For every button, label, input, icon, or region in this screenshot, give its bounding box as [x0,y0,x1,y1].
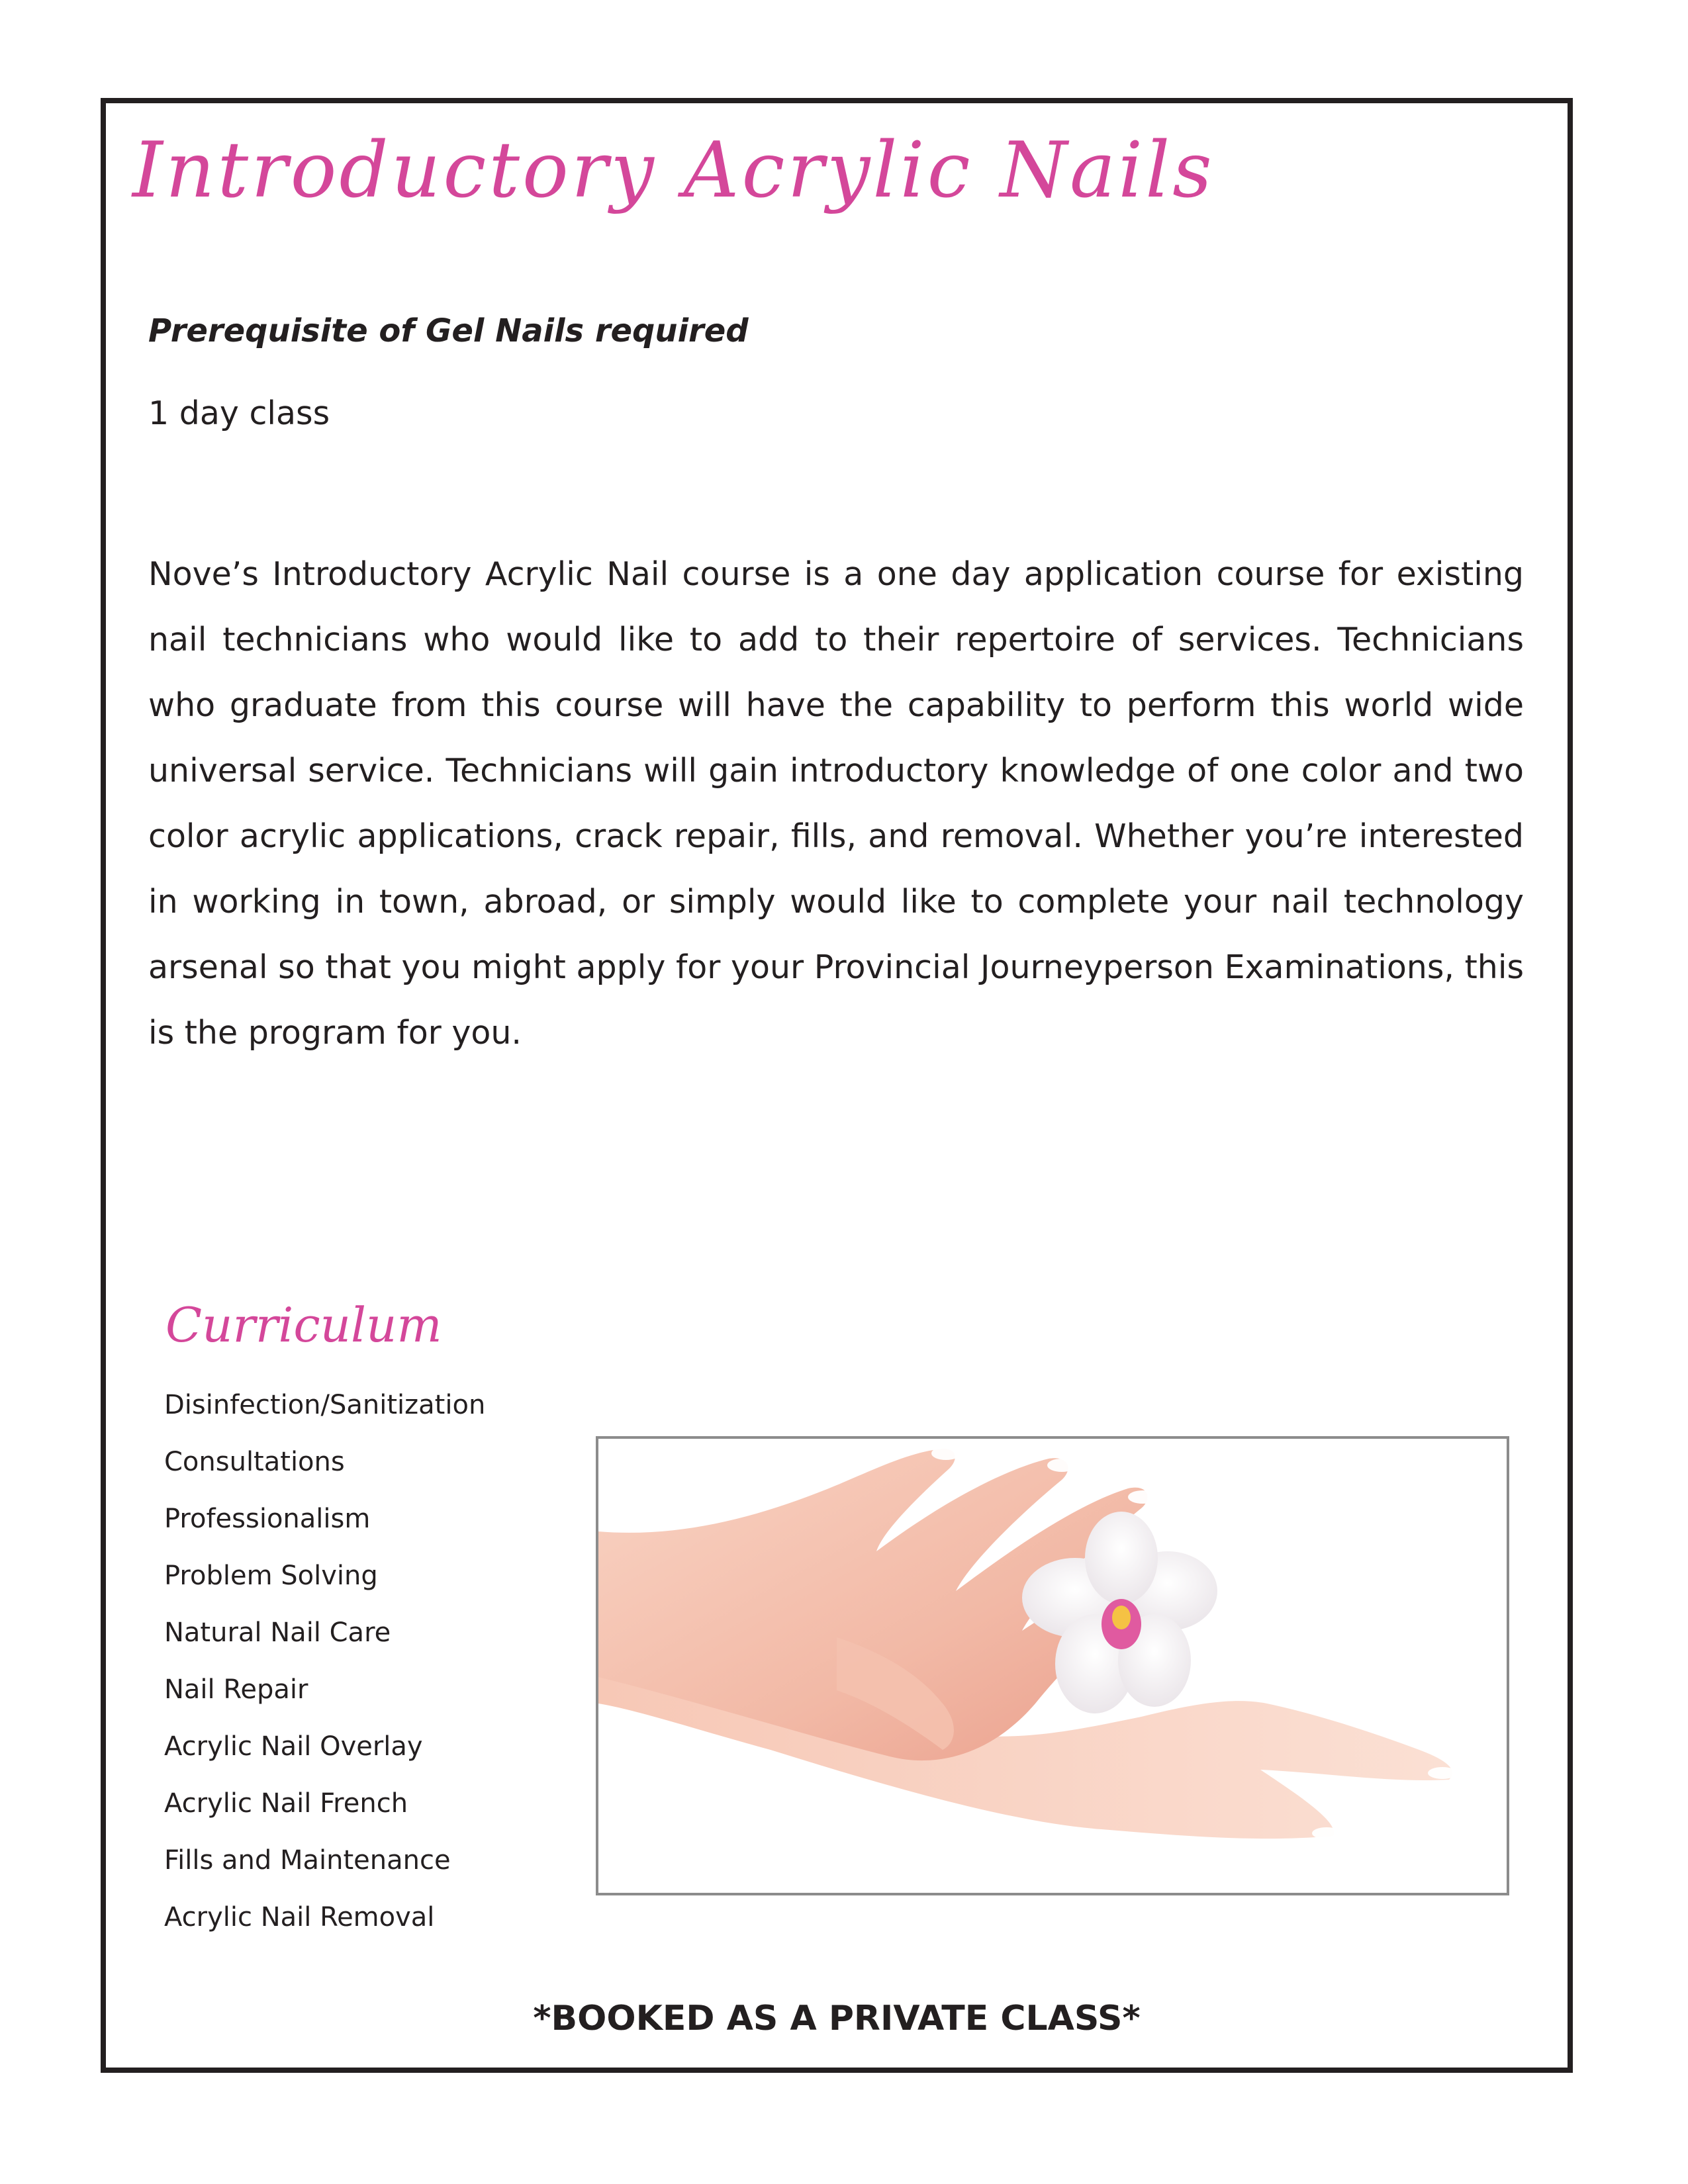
curriculum-item-natural-nail-care: Natural Nail Care [164,1617,391,1648]
curriculum-item-acrylic-removal: Acrylic Nail Removal [164,1902,435,1933]
curriculum-item-acrylic-overlay: Acrylic Nail Overlay [164,1731,423,1762]
hands-illustration [598,1439,1507,1893]
curriculum-item-consultations: Consultations [164,1447,345,1477]
curriculum-list [164,1385,485,1954]
curriculum-item-acrylic-french: Acrylic Nail French [164,1788,408,1819]
curriculum-item-fills-maintenance: Fills and Maintenance [164,1845,451,1876]
class-duration: 1 day class [148,394,330,432]
curriculum-item-nail-repair: Nail Repair [164,1674,308,1705]
course-description: Nove’s Introductory Acrylic Nail course is a one day application course for existing nail technicians who would like to add to their repertoire of services. Technicians who graduate from this course will have the capability to perform this world wide universal service. Technicians will gain introductory knowledge of one color and two color acrylic applications, crack repair, fills, and removal. Whether you’re interested in working in town, abroad, or simply would like to complete your nail technology arsenal so that you might apply for your Provincial Journeyperson Examinations, this is the program for you. [148,555,1524,1052]
hands-orchid-photo [596,1436,1509,1895]
curriculum-item-problem-solving: Problem Solving [164,1561,378,1591]
page-title: Introductory Acrylic Nails [132,126,1215,215]
curriculum-item-professionalism: Professionalism [164,1504,371,1534]
curriculum-heading: Curriculum [165,1297,442,1353]
private-class-note: *BOOKED AS A PRIVATE CLASS* [533,1999,1141,2038]
prerequisite-note: Prerequisite of Gel Nails required [148,312,749,349]
curriculum-item-disinfection: Disinfection/Sanitization [164,1390,486,1420]
